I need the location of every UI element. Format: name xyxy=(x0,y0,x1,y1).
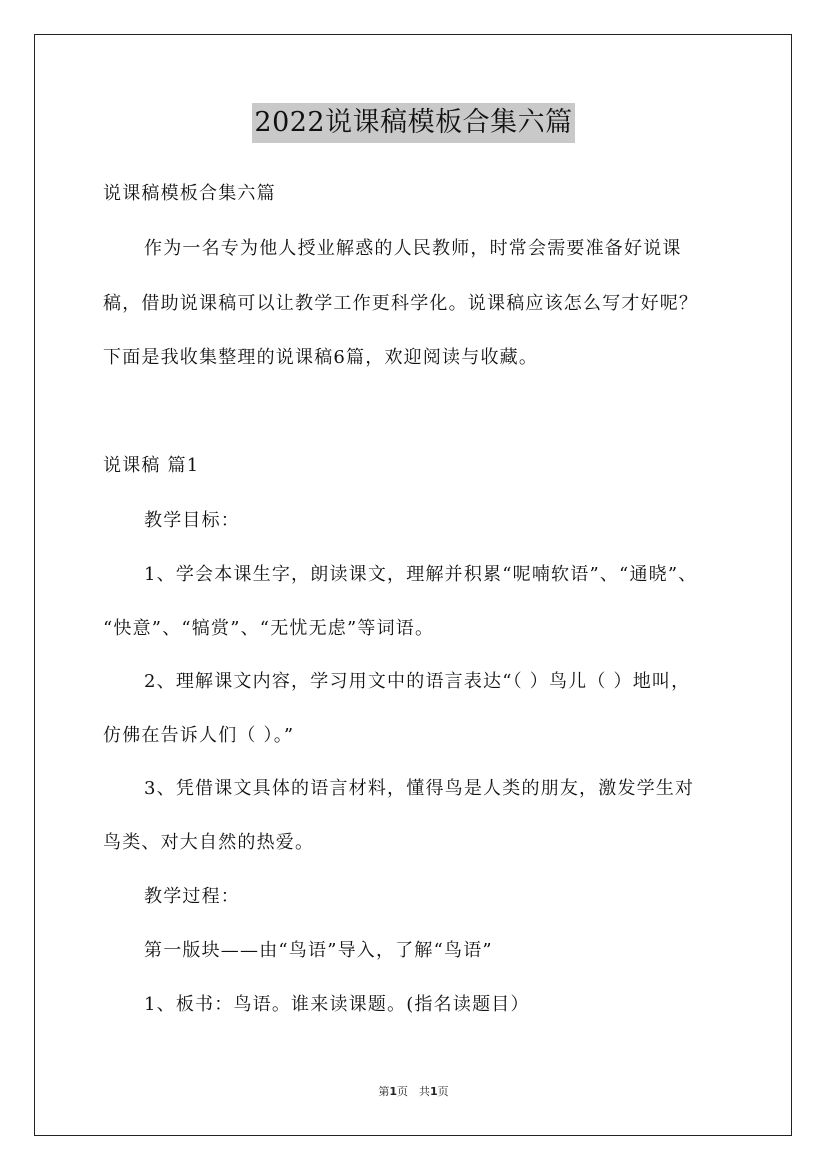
document-subtitle: 说课稿模板合集六篇 xyxy=(103,183,276,204)
intro-line-3: 下面是我收集整理的说课稿6篇，欢迎阅读与收藏。 xyxy=(103,347,539,368)
footer-page-mid: 页 共 xyxy=(397,1085,430,1098)
page-footer xyxy=(0,1084,827,1100)
section-heading: 说课稿 篇1 xyxy=(103,455,200,476)
objective-1-line-1: 1、学会本课生字，朗读课文，理解并积累“呢喃软语”、“通晓”、 xyxy=(144,564,698,585)
footer-page-number: 1 xyxy=(389,1085,397,1098)
footer-page-total: 1 xyxy=(430,1085,438,1098)
objective-3-line-1: 3、凭借课文具体的语言材料，懂得鸟是人类的朋友，激发学生对 xyxy=(144,778,695,799)
title-container xyxy=(0,103,827,143)
intro-line-2: 稿，借助说课稿可以让教学工作更科学化。说课稿应该怎么写才好呢？ xyxy=(103,293,699,314)
objective-2-line-1: 2、理解课文内容，学习用文中的语言表达“（ ）鸟儿（ ）地叫， xyxy=(144,671,691,692)
objectives-heading: 教学目标： xyxy=(144,510,240,531)
step-1: 1、板书：鸟语。谁来读课题。(指名读题目） xyxy=(144,994,530,1015)
objective-3-line-2: 鸟类、对大自然的热爱。 xyxy=(103,832,315,853)
objective-2-line-2: 仿佛在告诉人们（ ）。” xyxy=(103,725,295,746)
block-1-heading: 第一版块——由“鸟语”导入，了解“鸟语” xyxy=(144,940,493,961)
footer-page-suffix: 页 xyxy=(437,1085,449,1098)
footer-page-prefix: 第 xyxy=(378,1085,390,1098)
process-heading: 教学过程： xyxy=(144,886,240,907)
document-title: 2022说课稿模板合集六篇 xyxy=(252,103,574,143)
intro-line-1: 作为一名专为他人授业解惑的人民教师，时常会需要准备好说课 xyxy=(144,238,682,259)
objective-1-line-2: “快意”、“犒赏”、“无忧无虑”等词语。 xyxy=(103,618,435,639)
